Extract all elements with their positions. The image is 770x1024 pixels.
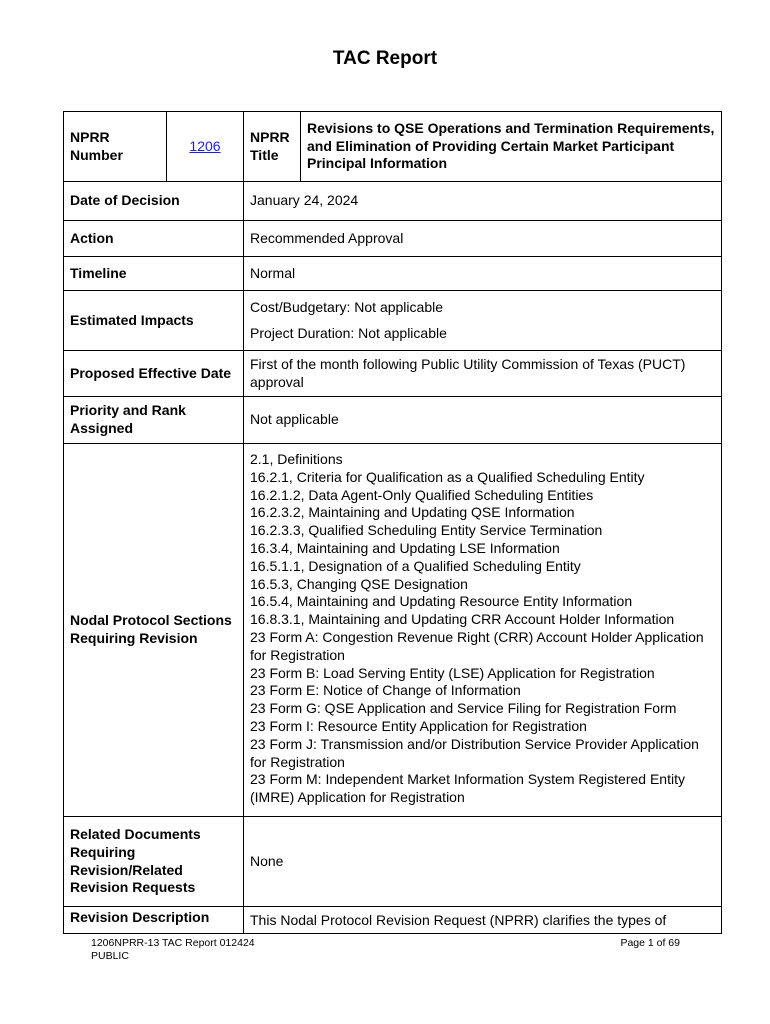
row-nodal-protocol-sections	[64, 444, 722, 817]
section-item: 16.5.1.1, Designation of a Qualified Scheduling Entity	[250, 557, 581, 574]
nprr-number-label: NPRR Number	[64, 112, 167, 182]
section-item: 16.2.1, Criteria for Qualification as a Qualified Scheduling Entity	[250, 468, 645, 485]
footer-page-number: Page 1 of 69	[620, 937, 680, 949]
row-action	[64, 221, 722, 257]
section-item: 16.2.1.2, Data Agent-Only Qualified Scheduling Entities	[250, 486, 594, 503]
header-row	[64, 112, 722, 182]
row-revision-description	[64, 907, 722, 934]
timeline-label: Timeline	[64, 257, 244, 291]
footer-classification: PUBLIC	[91, 950, 129, 962]
row-priority-rank	[64, 397, 722, 444]
section-item: 23 Form B: Load Serving Entity (LSE) Application for Registration	[250, 664, 655, 681]
date-of-decision-label: Date of Decision	[64, 182, 244, 221]
action-label: Action	[64, 221, 244, 257]
related-documents-value: None	[244, 817, 722, 907]
estimated-impacts-value	[244, 291, 722, 351]
page-title: TAC Report	[332, 48, 438, 69]
section-item: 23 Form G: QSE Application and Service Filing for Registration Form	[250, 700, 677, 717]
section-item: 23 Form J: Transmission and/or Distribution Service Provider Application for Registration	[250, 735, 699, 770]
section-item: 23 Form E: Notice of Change of Information	[250, 682, 521, 699]
impact-duration: Project Duration: Not applicable	[250, 324, 447, 341]
tac-report-table	[63, 111, 722, 934]
section-item: 16.5.4, Maintaining and Updating Resource Entity Information	[250, 593, 633, 610]
nodal-protocol-sections-value	[244, 444, 722, 817]
row-proposed-effective-date	[64, 351, 722, 397]
priority-rank-label: Priority and Rank Assigned	[64, 397, 244, 444]
row-timeline	[64, 257, 722, 291]
section-item: 23 Form A: Congestion Revenue Right (CRR) Account Holder Application for Registration	[250, 628, 704, 663]
row-estimated-impacts	[64, 291, 722, 351]
section-item: 16.2.3.3, Qualified Scheduling Entity Service Termination	[250, 522, 603, 539]
section-item: 23 Form M: Independent Market Information System Registered Entity (IMRE) Application for Registration	[250, 771, 685, 806]
related-documents-label: Related Documents Requiring Revision/Related Revision Requests	[64, 817, 244, 907]
row-related-documents	[64, 817, 722, 907]
footer-left	[91, 937, 255, 963]
priority-rank-value: Not applicable	[244, 397, 722, 444]
proposed-effective-date-label: Proposed Effective Date	[64, 351, 244, 397]
footer-doc-id: 1206NPRR-13 TAC Report 012424	[91, 937, 255, 949]
section-item: 16.5.3, Changing QSE Designation	[250, 575, 468, 592]
nprr-number-cell	[167, 112, 244, 182]
section-item: 16.3.4, Maintaining and Updating LSE Information	[250, 539, 560, 556]
action-value: Recommended Approval	[244, 221, 722, 257]
section-item: 16.8.3.1, Maintaining and Updating CRR Account Holder Information	[250, 611, 675, 628]
revision-description-value: This Nodal Protocol Revision Request (NPRR) clarifies the types of	[244, 907, 722, 934]
nprr-title-label: NPRR Title	[244, 112, 301, 182]
section-item: 16.2.3.2, Maintaining and Updating QSE Information	[250, 504, 575, 521]
impact-cost: Cost/Budgetary: Not applicable	[250, 298, 443, 315]
nprr-title-value: Revisions to QSE Operations and Termination Requirements, and Elimination of Providing Certain Market Participant Principal Information	[301, 112, 722, 182]
proposed-effective-date-value: First of the month following Public Utility Commission of Texas (PUCT) approval	[244, 351, 722, 397]
revision-description-label: Revision Description	[64, 907, 244, 934]
timeline-value: Normal	[244, 257, 722, 291]
section-item: 2.1, Definitions	[250, 451, 343, 467]
section-item: 23 Form I: Resource Entity Application for Registration	[250, 717, 587, 734]
date-of-decision-value: January 24, 2024	[244, 182, 722, 221]
estimated-impacts-label: Estimated Impacts	[64, 291, 244, 351]
nodal-protocol-sections-label: Nodal Protocol Sections Requiring Revision	[64, 444, 244, 817]
row-date-of-decision	[64, 182, 722, 221]
nprr-number-link[interactable]: 1206	[189, 137, 221, 154]
